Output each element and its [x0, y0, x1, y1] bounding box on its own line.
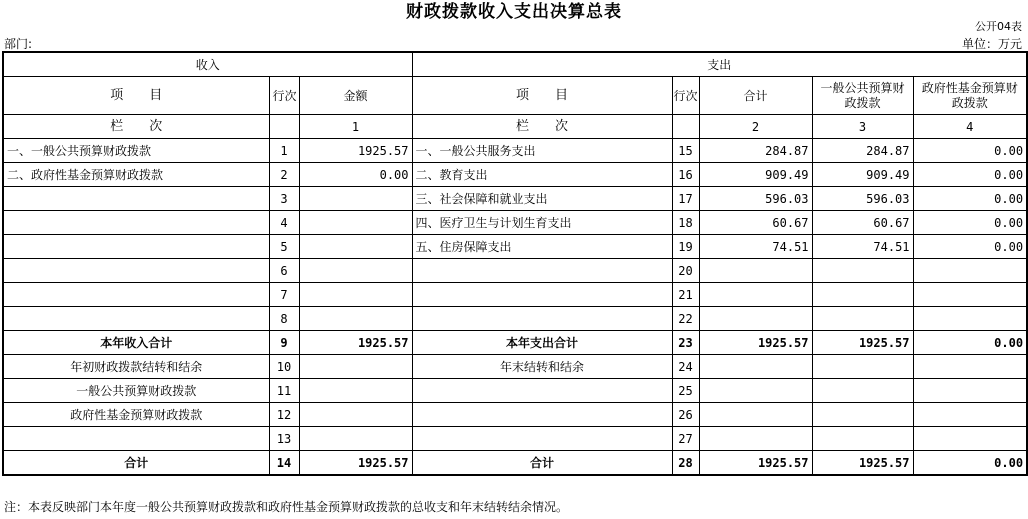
expense-general-cell	[812, 403, 913, 427]
table-row	[3, 331, 1027, 355]
income-amount-cell	[299, 259, 412, 283]
expense-total-cell	[699, 307, 812, 331]
expense-total-cell: 74.51	[699, 235, 812, 259]
expense-fund-cell	[913, 259, 1027, 283]
income-line-cell: 4	[269, 211, 299, 235]
expense-item-cell	[412, 379, 672, 403]
table-row	[3, 235, 1027, 259]
expense-line-cell: 15	[672, 139, 699, 163]
form-number: 公开04表	[975, 20, 1022, 33]
expense-general-cell: 909.49	[812, 163, 913, 187]
expense-item-cell: 四、医疗卫生与计划生育支出	[412, 211, 672, 235]
expense-fund-header: 政府性基金预算财政拨款	[913, 77, 1027, 115]
income-amount-header: 金额	[299, 77, 412, 115]
expense-fund-cell	[913, 307, 1027, 331]
expense-total-cell: 1925.57	[699, 331, 812, 355]
expense-general-cell: 1925.57	[812, 331, 913, 355]
table-row	[3, 307, 1027, 331]
table-row	[3, 379, 1027, 403]
income-line-cell: 2	[269, 163, 299, 187]
income-amount-cell	[299, 379, 412, 403]
table-row	[3, 283, 1027, 307]
income-item-cell	[3, 259, 269, 283]
expense-general-cell: 60.67	[812, 211, 913, 235]
department-label: 部门:	[4, 37, 33, 51]
expense-general-cell	[812, 307, 913, 331]
income-amount-cell	[299, 427, 412, 451]
income-line-cell: 5	[269, 235, 299, 259]
expense-item-cell: 二、教育支出	[412, 163, 672, 187]
unit-label: 单位：万元	[961, 37, 1022, 51]
expense-fund-cell	[913, 403, 1027, 427]
expense-item-cell: 年末结转和结余	[412, 355, 672, 379]
expense-line-cell: 25	[672, 379, 699, 403]
report-title: 财政拨款收入支出决算总表	[406, 2, 622, 22]
table-row	[3, 139, 1027, 163]
income-amount-cell	[299, 403, 412, 427]
expense-line-cell: 21	[672, 283, 699, 307]
expense-col-number-3: 3	[812, 115, 913, 139]
table-row	[3, 259, 1027, 283]
table-row	[3, 355, 1027, 379]
expense-item-cell	[412, 283, 672, 307]
column-number-row	[3, 115, 1027, 139]
expense-fund-cell	[913, 379, 1027, 403]
column-header-row	[3, 77, 1027, 115]
expense-line-cell: 16	[672, 163, 699, 187]
income-col-label: 栏 次	[3, 115, 269, 139]
expense-total-cell	[699, 283, 812, 307]
income-header: 收入	[3, 52, 412, 77]
expense-line-blank	[672, 115, 699, 139]
expense-item-cell	[412, 259, 672, 283]
income-amount-cell: 1925.57	[299, 451, 412, 476]
income-line-cell: 11	[269, 379, 299, 403]
expense-total-cell: 60.67	[699, 211, 812, 235]
expense-total-cell	[699, 427, 812, 451]
income-item-cell	[3, 283, 269, 307]
expense-fund-cell	[913, 283, 1027, 307]
expense-col-label: 栏 次	[412, 115, 672, 139]
income-amount-cell: 0.00	[299, 163, 412, 187]
expense-total-cell	[699, 259, 812, 283]
income-line-cell: 7	[269, 283, 299, 307]
income-item-cell	[3, 235, 269, 259]
income-col-number: 1	[299, 115, 412, 139]
income-line-cell: 9	[269, 331, 299, 355]
expense-fund-cell	[913, 427, 1027, 451]
income-amount-cell	[299, 211, 412, 235]
expense-col-number-4: 4	[913, 115, 1027, 139]
income-item-cell: 政府性基金预算财政拨款	[3, 403, 269, 427]
income-item-cell	[3, 307, 269, 331]
income-line-header: 行次	[269, 77, 299, 115]
expense-general-header: 一般公共预算财政拨款	[812, 77, 913, 115]
expense-general-cell: 596.03	[812, 187, 913, 211]
income-item-cell: 本年收入合计	[3, 331, 269, 355]
income-line-blank	[269, 115, 299, 139]
expense-general-cell: 1925.57	[812, 451, 913, 476]
table-row	[3, 211, 1027, 235]
income-line-cell: 6	[269, 259, 299, 283]
expense-line-cell: 17	[672, 187, 699, 211]
expense-total-cell	[699, 355, 812, 379]
income-item-cell: 一、一般公共预算财政拨款	[3, 139, 269, 163]
income-amount-cell	[299, 307, 412, 331]
income-item-cell	[3, 211, 269, 235]
section-header-row	[3, 52, 1027, 77]
expense-line-cell: 20	[672, 259, 699, 283]
income-amount-cell	[299, 355, 412, 379]
income-item-header: 项 目	[3, 77, 269, 115]
footnote: 注：本表反映部门本年度一般公共预算财政拨款和政府性基金预算财政拨款的总收支和年末结转结余情况。	[4, 500, 569, 514]
expense-fund-cell: 0.00	[913, 187, 1027, 211]
income-item-cell: 合计	[3, 451, 269, 476]
expense-item-header: 项 目	[412, 77, 672, 115]
expense-header: 支出	[412, 52, 1027, 77]
expense-item-cell: 一、一般公共服务支出	[412, 139, 672, 163]
summary-table	[2, 51, 1028, 476]
income-item-cell: 年初财政拨款结转和结余	[3, 355, 269, 379]
expense-general-cell	[812, 427, 913, 451]
expense-general-cell	[812, 379, 913, 403]
income-line-cell: 12	[269, 403, 299, 427]
income-line-cell: 14	[269, 451, 299, 476]
expense-item-cell	[412, 403, 672, 427]
expense-item-cell	[412, 307, 672, 331]
income-amount-cell	[299, 235, 412, 259]
expense-item-cell: 本年支出合计	[412, 331, 672, 355]
expense-item-cell: 合计	[412, 451, 672, 476]
expense-total-cell: 1925.57	[699, 451, 812, 476]
expense-total-cell	[699, 379, 812, 403]
expense-general-cell	[812, 283, 913, 307]
income-line-cell: 13	[269, 427, 299, 451]
expense-general-cell: 284.87	[812, 139, 913, 163]
expense-line-cell: 18	[672, 211, 699, 235]
expense-line-cell: 28	[672, 451, 699, 476]
income-item-cell	[3, 187, 269, 211]
table-row	[3, 427, 1027, 451]
expense-fund-cell: 0.00	[913, 139, 1027, 163]
expense-line-header: 行次	[672, 77, 699, 115]
expense-line-cell: 19	[672, 235, 699, 259]
income-line-cell: 1	[269, 139, 299, 163]
expense-item-cell: 三、社会保障和就业支出	[412, 187, 672, 211]
expense-general-cell	[812, 355, 913, 379]
income-line-cell: 10	[269, 355, 299, 379]
expense-total-cell: 596.03	[699, 187, 812, 211]
income-amount-cell: 1925.57	[299, 139, 412, 163]
income-line-cell: 8	[269, 307, 299, 331]
expense-col-number-2: 2	[699, 115, 812, 139]
expense-fund-cell: 0.00	[913, 451, 1027, 476]
table-row	[3, 163, 1027, 187]
table-row	[3, 451, 1027, 476]
expense-line-cell: 24	[672, 355, 699, 379]
income-amount-cell: 1925.57	[299, 331, 412, 355]
income-line-cell: 3	[269, 187, 299, 211]
expense-fund-cell: 0.00	[913, 235, 1027, 259]
expense-total-cell: 284.87	[699, 139, 812, 163]
expense-item-cell	[412, 427, 672, 451]
expense-fund-cell: 0.00	[913, 163, 1027, 187]
income-amount-cell	[299, 187, 412, 211]
income-item-cell: 一般公共预算财政拨款	[3, 379, 269, 403]
table-row	[3, 187, 1027, 211]
expense-fund-cell: 0.00	[913, 331, 1027, 355]
table-row	[3, 403, 1027, 427]
expense-line-cell: 26	[672, 403, 699, 427]
expense-total-cell	[699, 403, 812, 427]
expense-general-cell	[812, 259, 913, 283]
expense-general-cell: 74.51	[812, 235, 913, 259]
expense-total-header: 合计	[699, 77, 812, 115]
expense-fund-cell: 0.00	[913, 211, 1027, 235]
expense-line-cell: 27	[672, 427, 699, 451]
income-item-cell	[3, 427, 269, 451]
expense-total-cell: 909.49	[699, 163, 812, 187]
expense-item-cell: 五、住房保障支出	[412, 235, 672, 259]
income-amount-cell	[299, 283, 412, 307]
income-item-cell: 二、政府性基金预算财政拨款	[3, 163, 269, 187]
expense-line-cell: 23	[672, 331, 699, 355]
expense-line-cell: 22	[672, 307, 699, 331]
expense-fund-cell	[913, 355, 1027, 379]
